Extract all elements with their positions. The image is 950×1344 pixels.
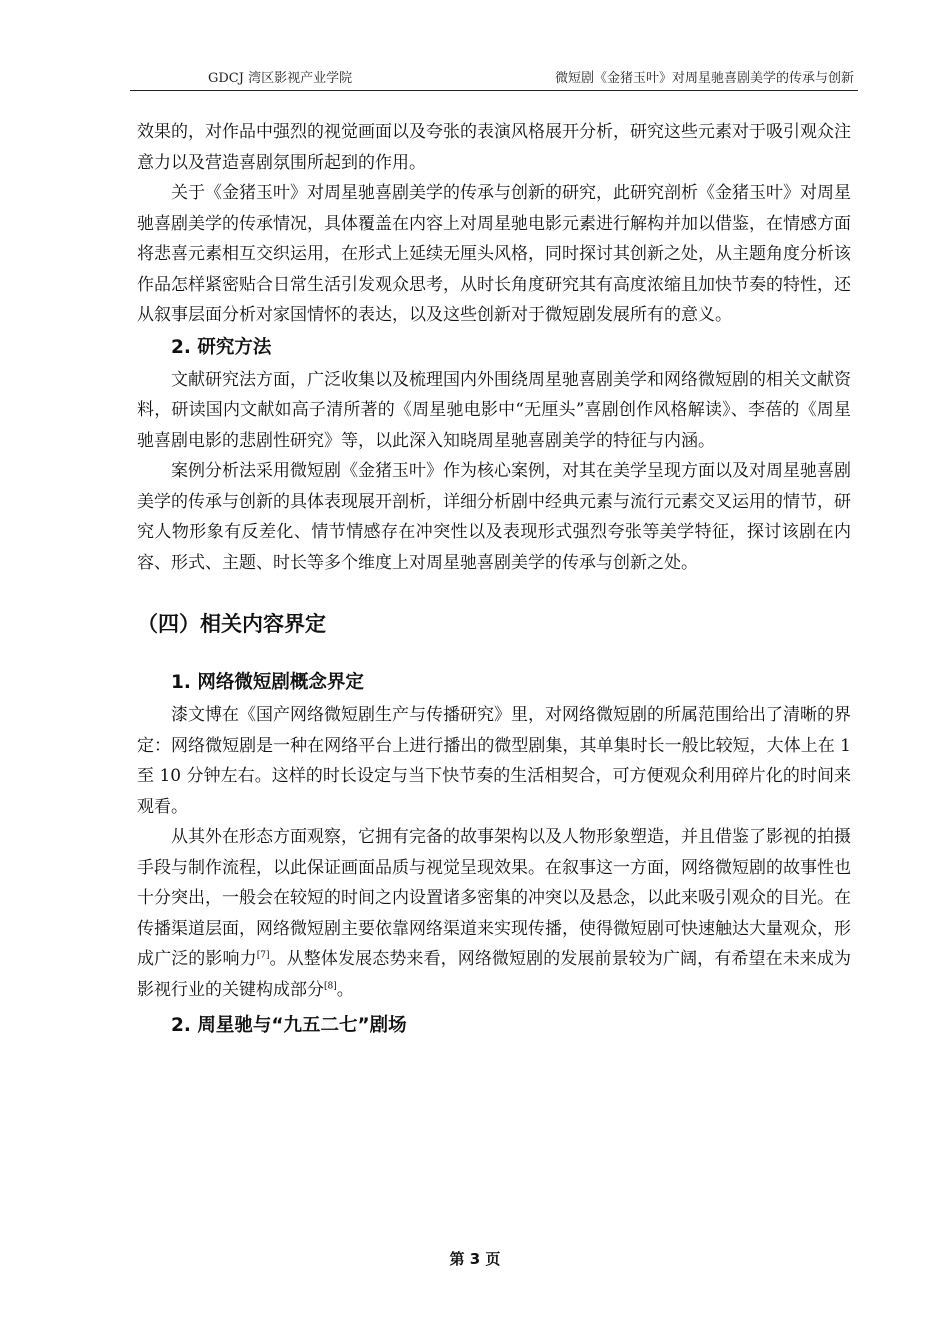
paragraph-continued: 效果的，对作品中强烈的视觉画面以及夸张的表演风格展开分析，研究这些元素对于吸引观众注意力以及营造喜剧氛围所起到的作用。 (137, 122, 851, 173)
paragraph-text: 。 (336, 979, 354, 1000)
paragraph-text: 。从整体发展态势来看，网络微短剧的发展前景较为广阔，有希望在未来成为影视行业的关键构成部分 (137, 949, 852, 1000)
citation-8: [8] (324, 980, 337, 991)
spacer (137, 644, 851, 666)
citation-7: [7] (256, 950, 270, 961)
heading-research-method: 2. 研究方法 (171, 336, 272, 358)
header-rule (130, 90, 858, 91)
heading-section-four: （四）相关内容界定 (137, 612, 326, 636)
paragraph-external-form (137, 822, 851, 1005)
paragraph-text: 从其外在形态方面观察，它拥有完备的故事架构以及人物形象塑造，并且借鉴了影视的拍摄手段与制作流程，以此保证画面品质与视觉呈现效果。在叙事这一方面，网络微短剧的故事性也十分突出，一般会在较短的时间之内设置诸多密集的冲突以及悬念，以此来吸引观众的目光。在传播渠道层面，网络微短剧主要依靠网络渠道来实现传播，使得微短剧可快速触达大量观众，形成广泛的影响力 (137, 827, 851, 969)
paragraph-concept-definition: 漆文博在《国产网络微短剧生产与传播研究》里，对网络微短剧的所属范围给出了清晰的界定：网络微短剧是一种在网络平台上进行播出的微型剧集，其单集时长一般比较短，大体上在 1 至 10 分钟左右。这样的时长设定与当下快节奏的生活相契合，可方便观众利用碎片化的时间来观看。 (137, 705, 851, 817)
spacer (137, 578, 851, 604)
header-paper-title: 微短剧《金猪玉叶》对周星驰喜剧美学的传承与创新 (554, 71, 854, 86)
page-header (130, 68, 860, 90)
paragraph-literature-method: 文献研究法方面，广泛收集以及梳理国内外围绕周星驰喜剧美学和网络微短剧的相关文献资料，研读国内文献如高子清所著的《周星驰电影中“无厘头”喜剧创作风格解读》、李蓓的《周星驰喜剧电影的悲剧性研究》等，以此深入知晓周星驰喜剧美学的特征与内涵。 (137, 369, 851, 451)
heading-concept-definition: 1. 网络微短剧概念界定 (171, 672, 364, 693)
header-institution: GDCJ 湾区影视产业学院 (208, 71, 353, 86)
heading-zhou-9527: 2. 周星驰与“九五二七”剧场 (171, 1015, 407, 1036)
page-body (137, 117, 851, 1043)
paragraph-case-method: 案例分析法采用微短剧《金猪玉叶》作为核心案例，对其在美学呈现方面以及对周星驰喜剧美学的传承与创新的具体表现展开剖析，详细分析剧中经典元素与流行元素交叉运用的情节，研究人物形象有反差化、情节情感存在冲突性以及表现形式强烈夸张等美学特征，探讨该剧在内容、形式、主题、时长等多个维度上对周星驰喜剧美学的传承与创新之处。 (137, 461, 851, 573)
paragraph-research-content: 关于《金猪玉叶》对周星驰喜剧美学的传承与创新的研究，此研究剖析《金猪玉叶》对周星驰喜剧美学的传承情况，具体覆盖在内容上对周星驰电影元素进行解构并加以借鉴，在情感方面将悲喜元素相互交织运用，在形式上延续无厘头风格，同时探讨其创新之处，从主题角度分析该作品怎样紧密贴合日常生活引发观众思考，从时长角度研究其有高度浓缩且加快节奏的特性，还从叙事层面分析对家国情怀的表达，以及这些创新对于微短剧发展所有的意义。 (137, 183, 851, 325)
page-number: 第 3 页 (449, 1250, 501, 1268)
